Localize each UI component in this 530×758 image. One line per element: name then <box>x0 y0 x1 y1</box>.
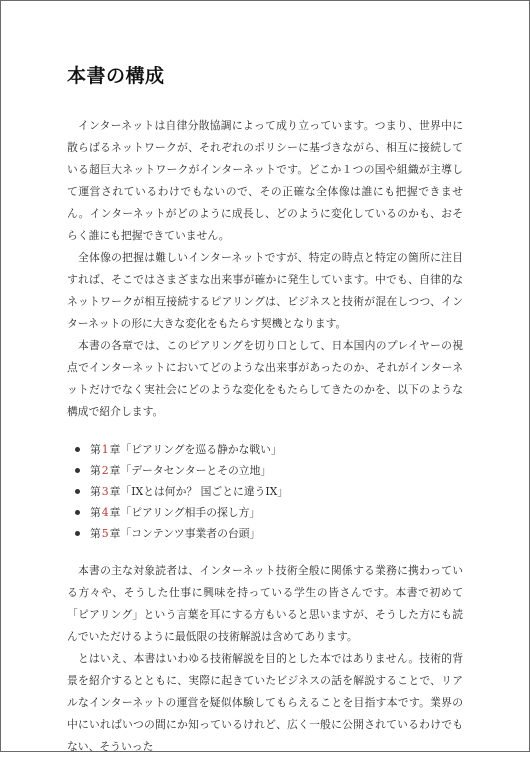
chapter-item <box>75 439 463 460</box>
paragraph: インターネットは自律分散協調によって成り立っています。つまり、世界中に散らばるネットワークが、それぞれのポリシーに基づきながら、相互に接続している超巨大ネットワークがインターネットです。どこか１つの国や組織が主導して運営されているわけでもないので、その正確な全体像は誰にも把握できません。インターネットがどのように成長し、どのように変化しているのかも、おそらく誰にも把握できていません。 <box>67 119 463 242</box>
chapter-prefix: 第 <box>90 443 101 456</box>
paragraph: 全体像の把握は難しいインターネットですが、特定の時点と特定の箇所に注目すれば、そこではさまざまな出来事が確かに発生しています。中でも、自律的なネットワークが相互接続するピアリングは、ビジネスと技術が混在しつつ、インターネットの形に大きな変化をもたらす契機となります。 <box>67 251 463 330</box>
chapter-title: 「ピアリング相手の探し方」 <box>120 506 261 519</box>
chapter-suffix: 章 <box>109 443 121 456</box>
chapter-item <box>75 502 463 523</box>
chapter-suffix: 章 <box>109 464 121 477</box>
chapter-suffix: 章 <box>109 506 121 519</box>
bullet-icon <box>75 510 80 515</box>
chapter-number: 2 <box>101 464 109 477</box>
paragraph: 本書の主な対象読者は、インターネット技術全般に関係する業務に携わっている方々や、そうした仕事に興味を持っている学生の皆さんです。本書で初めて「ピアリング」という言葉を耳にする方もいると思いますが、そうした方にも読んでいただけるように最低限の技術解説は含めてあります。 <box>67 564 463 643</box>
bullet-icon <box>75 447 80 452</box>
bullet-icon <box>75 489 80 494</box>
chapter-number: 3 <box>101 485 109 498</box>
chapter-item <box>75 481 463 502</box>
chapter-title: 「IXとは何か？ 国ごとに違うIX」 <box>120 485 289 498</box>
chapter-prefix: 第 <box>90 527 101 540</box>
chapter-item <box>75 523 463 544</box>
bullet-icon <box>75 531 80 536</box>
chapter-suffix: 章 <box>109 485 121 498</box>
chapter-prefix: 第 <box>90 506 101 519</box>
chapter-title: 「データセンターとその立地」 <box>120 464 272 477</box>
chapter-suffix: 章 <box>109 527 121 540</box>
chapter-number: 4 <box>101 506 109 519</box>
section-title: 本書の構成 <box>67 65 165 87</box>
chapter-prefix: 第 <box>90 464 101 477</box>
chapter-item <box>75 460 463 481</box>
chapter-title: 「コンテンツ事業者の台頭」 <box>120 527 261 540</box>
chapter-number: 5 <box>101 527 109 540</box>
chapter-number: 1 <box>101 443 109 456</box>
paragraph: とはいえ、本書はいわゆる技術解説を目的とした本ではありません。技術的背景を紹介するとともに、実際に起きていたビジネスの話を解説することで、リアルなインターネットの運営を疑似体験してもらえることを目指す本です。業界の中にいればいつの間にか知っているけれど、広く一般に公開されているわけでもない、そういった <box>67 652 463 753</box>
paragraph: 本書の各章では、このピアリングを切り口として、日本国内のプレイヤーの視点でインターネットにおいてどのような出来事があったのか、それがインターネットだけでなく実社会にどのような変化をもたらしてきたのかを、以下のような構成で紹介します。 <box>67 339 463 418</box>
bullet-icon <box>75 468 80 473</box>
chapter-title: 「ピアリングを巡る静かな戦い」 <box>120 443 282 456</box>
chapter-prefix: 第 <box>90 485 101 498</box>
chapter-list <box>67 439 463 544</box>
